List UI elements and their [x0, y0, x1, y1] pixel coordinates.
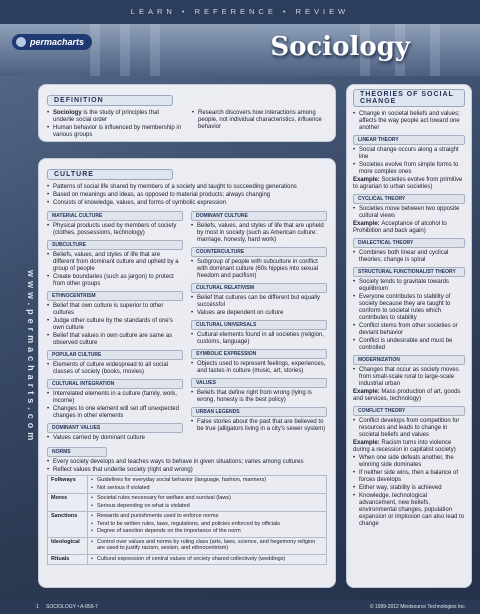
list-item: • Societal rules necessary for welfare and survival (laws) — [91, 495, 323, 502]
subsection-list — [47, 435, 183, 442]
norm-term: Mores — [48, 494, 88, 512]
definition-panel — [38, 84, 336, 142]
norm-description — [88, 554, 327, 565]
culture-heading: CULTURE — [47, 169, 173, 180]
norm-description — [88, 512, 327, 538]
definition-left-list — [47, 110, 182, 140]
culture-right-column — [191, 208, 327, 443]
list-item: • Cultural elements found in all societies (religion, customs, language) — [191, 332, 327, 346]
theory-list — [353, 147, 465, 176]
theories-sections — [353, 135, 465, 528]
column-decoration — [90, 24, 100, 76]
norm-list — [91, 477, 323, 491]
side-url: www.permacharts.com — [26, 270, 36, 445]
page-number: 1 — [36, 604, 39, 610]
subsection-list — [47, 362, 183, 376]
theory-list — [353, 367, 465, 388]
list-item: • Every society develops and teaches ways to behave in given situations; varies among cultures — [47, 459, 327, 466]
list-item: • Change in societal beliefs and values; affects the way people act toward one another — [353, 111, 465, 132]
definition-heading: DEFINITION — [47, 95, 173, 106]
list-item: • Beliefs that define right from wrong (lying is wrong, honesty is the best policy) — [191, 390, 327, 404]
tagline-bar — [0, 0, 480, 24]
example-label: Example: — [353, 440, 382, 446]
table-row — [48, 537, 327, 554]
list-item: • Beliefs, values, and styles of life that are different from dominant culture and upheld by a group of people — [47, 252, 183, 273]
theory-list — [353, 455, 465, 528]
tagline: LEARN • REFERENCE • REVIEW — [130, 7, 350, 16]
subsection-heading: SUBCULTURE — [47, 240, 183, 250]
list-item: • Sociology is the study of principles that underlie social order — [47, 110, 182, 124]
list-item: • Based on meanings and ideas, as opposed to material products; always changing — [47, 192, 327, 199]
subsection-heading: COUNTERCULTURE — [191, 247, 327, 257]
norm-list — [91, 556, 323, 563]
list-item: • Social change occurs along a straight line — [353, 147, 465, 161]
subsection-heading: DOMINANT VALUES — [47, 423, 183, 433]
theory-example: Example: Racism turns into violence during a recession in capitalist society) — [353, 440, 456, 453]
list-item: • Societies move between two opposite cultural views — [353, 206, 465, 220]
definition-right-list — [192, 110, 327, 140]
theories-heading: THEORIES OF SOCIAL CHANGE — [353, 89, 465, 107]
subsection-list — [47, 391, 183, 420]
list-item: • Elements of culture widespread to all social classes of society (books, movies) — [47, 362, 183, 376]
subsection-heading: CULTURAL INTEGRATION — [47, 379, 183, 389]
list-item: • Patterns of social life shared by members of a society and taught to succeeding generations — [47, 184, 327, 191]
logo-icon — [16, 37, 26, 47]
term: Sociology — [53, 110, 82, 116]
page-title: Sociology — [270, 32, 410, 62]
list-item: • Consists of knowledge, values, and forms of symbolic expression — [47, 200, 327, 207]
culture-intro-list — [47, 184, 327, 207]
list-item: • Tend to be written rules, laws, regulations, and policies enforced by officials — [91, 521, 323, 528]
norm-term: Folkways — [48, 476, 88, 494]
list-item: • Changes that occur as society moves from small-scale rural to large-scale industrial urban — [353, 367, 465, 388]
column-decoration — [430, 24, 440, 76]
list-item: • Conflict develops from competition for resources and leads to change in societal beliefs and values — [353, 418, 465, 439]
subsection-list — [191, 419, 327, 433]
norm-list — [91, 495, 323, 509]
list-item: • Knowledge, technological advancement, new beliefs, environmental changes, population expansion or implosion can also lead to change — [353, 493, 465, 528]
norm-description — [88, 494, 327, 512]
list-item: • Cultural expression of central values of society shared collectively (weddings) — [91, 556, 323, 563]
column-decoration — [150, 24, 160, 76]
list-item: • When one side defeats another, the winning side dominates — [353, 455, 465, 469]
list-item: • Everyone contributes to stability of society because they are taught to conform to societal rules which contributes to stability — [353, 294, 465, 322]
list-item: • Conflict is undesirable and must be controlled — [353, 338, 465, 352]
copyright: © 1999-2012 Mindsource Technologies Inc. — [369, 604, 466, 610]
subsection-heading: SYMBOLIC EXPRESSION — [191, 349, 327, 359]
theory-heading: DIALECTICAL THEORY — [353, 238, 465, 248]
list-item: • Degree of sanction depends on the importance of the norm — [91, 528, 323, 535]
theory-heading: MODERNIZATION — [353, 355, 465, 365]
norms-table — [47, 475, 327, 565]
subsection-list — [191, 259, 327, 280]
subsection-heading: POPULAR CULTURE — [47, 350, 183, 360]
brand-name: permacharts — [30, 37, 85, 47]
subsection-list — [47, 223, 183, 237]
list-item: • Belief that own culture is superior to other cultures — [47, 303, 183, 317]
theory-list — [353, 250, 465, 264]
list-item: • Interrelated elements in a culture (family, work, income) — [47, 391, 183, 405]
list-item: • Values carried by dominant culture — [47, 435, 183, 442]
footer — [0, 600, 480, 614]
list-item: • Beliefs, values, and styles of life that are upheld by most in society (such as American culture: marriage, honesty, hard work) — [191, 223, 327, 244]
theory-heading: STRUCTURAL FUNCTIONALIST THEORY — [353, 267, 465, 277]
norm-term: Rituals — [48, 554, 88, 565]
norm-list — [91, 513, 323, 535]
theory-list — [353, 206, 465, 220]
subsection-list — [47, 252, 183, 288]
theory-example: Example: Acceptance of alcohol to Prohibition and back again) — [353, 221, 447, 234]
list-item: • Objects used to represent feelings, experiences, and tastes in culture (music, art, stories) — [191, 361, 327, 375]
list-item: • Combines both linear and cyclical theories; change is spiral — [353, 250, 465, 264]
culture-panel — [38, 158, 336, 588]
hero-banner — [0, 24, 480, 76]
list-item: • Research discovers how interactions among people, not individual characteristics, influence behavior — [192, 110, 327, 131]
subsection-heading: URBAN LEGENDS — [191, 407, 327, 417]
subsection-heading: CULTURAL UNIVERSALS — [191, 320, 327, 330]
theory-list — [353, 418, 465, 439]
subsection-list — [191, 361, 327, 375]
list-item: • Societies evolve from simple forms to more complex ones — [353, 162, 465, 176]
list-item: • Create boundaries (such as jargon) to protect from other groups — [47, 274, 183, 288]
list-item: • Physical products used by members of society (clothes, possessions, technology) — [47, 223, 183, 237]
subsection-list — [191, 332, 327, 346]
list-item: • Conflict stems from other societies or deviant behavior — [353, 323, 465, 337]
norm-description — [88, 537, 327, 554]
list-item: • Rewards and punishments used to enforce norms — [91, 513, 323, 520]
subsection-list — [47, 303, 183, 347]
norm-description — [88, 476, 327, 494]
list-item: • Belief that cultures can be different but equally successful — [191, 295, 327, 309]
table-row — [48, 494, 327, 512]
example-label: Example: — [353, 221, 382, 227]
theory-example: Example: Mass production of art, goods and services, technology) — [353, 389, 461, 402]
product-code: SOCIOLOGY • A-856-7 — [46, 604, 98, 610]
list-item: • Either way, stability is achieved — [353, 485, 465, 492]
subsection-heading: ETHNOCENTRISM — [47, 291, 183, 301]
norms-intro-list — [47, 459, 327, 474]
theories-intro-list — [353, 111, 465, 132]
list-item: • If neither side wins, then a balance of forces develops — [353, 470, 465, 484]
list-item: • Changes to one element will set off unexpected changes in other elements — [47, 406, 183, 420]
example-label: Example: — [353, 177, 382, 183]
theories-panel — [346, 84, 472, 588]
example-label: Example: — [353, 389, 382, 395]
theory-heading: CONFLICT THEORY — [353, 406, 465, 416]
list-item: • Serious depending on what is violated — [91, 503, 323, 510]
norm-list — [91, 539, 323, 552]
table-row — [48, 554, 327, 565]
list-item: • Values are dependent on culture — [191, 310, 327, 317]
list-item: • False stories about the past that are believed to be true (alligators living in a city's sewer system) — [191, 419, 327, 433]
culture-left-column — [47, 208, 183, 443]
list-item: • Judge other culture by the standards of one's own culture — [47, 318, 183, 332]
theory-heading: LINEAR THEORY — [353, 135, 465, 145]
theory-example: Example: Societies evolve from primitive to agrarian to urban societies) — [353, 177, 463, 190]
list-item: • Reflect values that underlie society (right and wrong) — [47, 467, 327, 474]
subsection-list — [191, 295, 327, 317]
column-decoration — [120, 24, 130, 76]
theory-heading: CYCLICAL THEORY — [353, 194, 465, 204]
norm-term: Ideological — [48, 537, 88, 554]
theory-list — [353, 279, 465, 352]
table-row — [48, 476, 327, 494]
list-item: • Belief that values in own culture are same as observed culture — [47, 333, 183, 347]
subsection-list — [191, 223, 327, 244]
brand-logo — [12, 34, 92, 50]
subsection-heading: DOMINANT CULTURE — [191, 211, 327, 221]
subsection-heading: MATERIAL CULTURE — [47, 211, 183, 221]
subsection-heading: CULTURAL RELATIVISM — [191, 283, 327, 293]
subsection-heading: VALUES — [191, 378, 327, 388]
subsection-list — [191, 390, 327, 404]
list-item: • Not serious if violated — [91, 485, 323, 492]
list-item: • Guidelines for everyday social behavior (language, fashion, manners) — [91, 477, 323, 484]
list-item: • Subgroup of people with subculture in conflict with dominant culture (60s hippies into sexual freedom and pacifism) — [191, 259, 327, 280]
list-item: • Control over values and norms by ruling class (arts, laws, science, and hegemony religion are used to justify racism, sexism, and ethnocentrism) — [91, 539, 323, 552]
norm-term: Sanctions — [48, 512, 88, 538]
list-item: • Human behavior is influenced by membership in various groups — [47, 125, 182, 139]
list-item: • Society tends to gravitate towards equilibrium — [353, 279, 465, 293]
norms-heading: NORMS — [47, 447, 107, 457]
table-row — [48, 512, 327, 538]
